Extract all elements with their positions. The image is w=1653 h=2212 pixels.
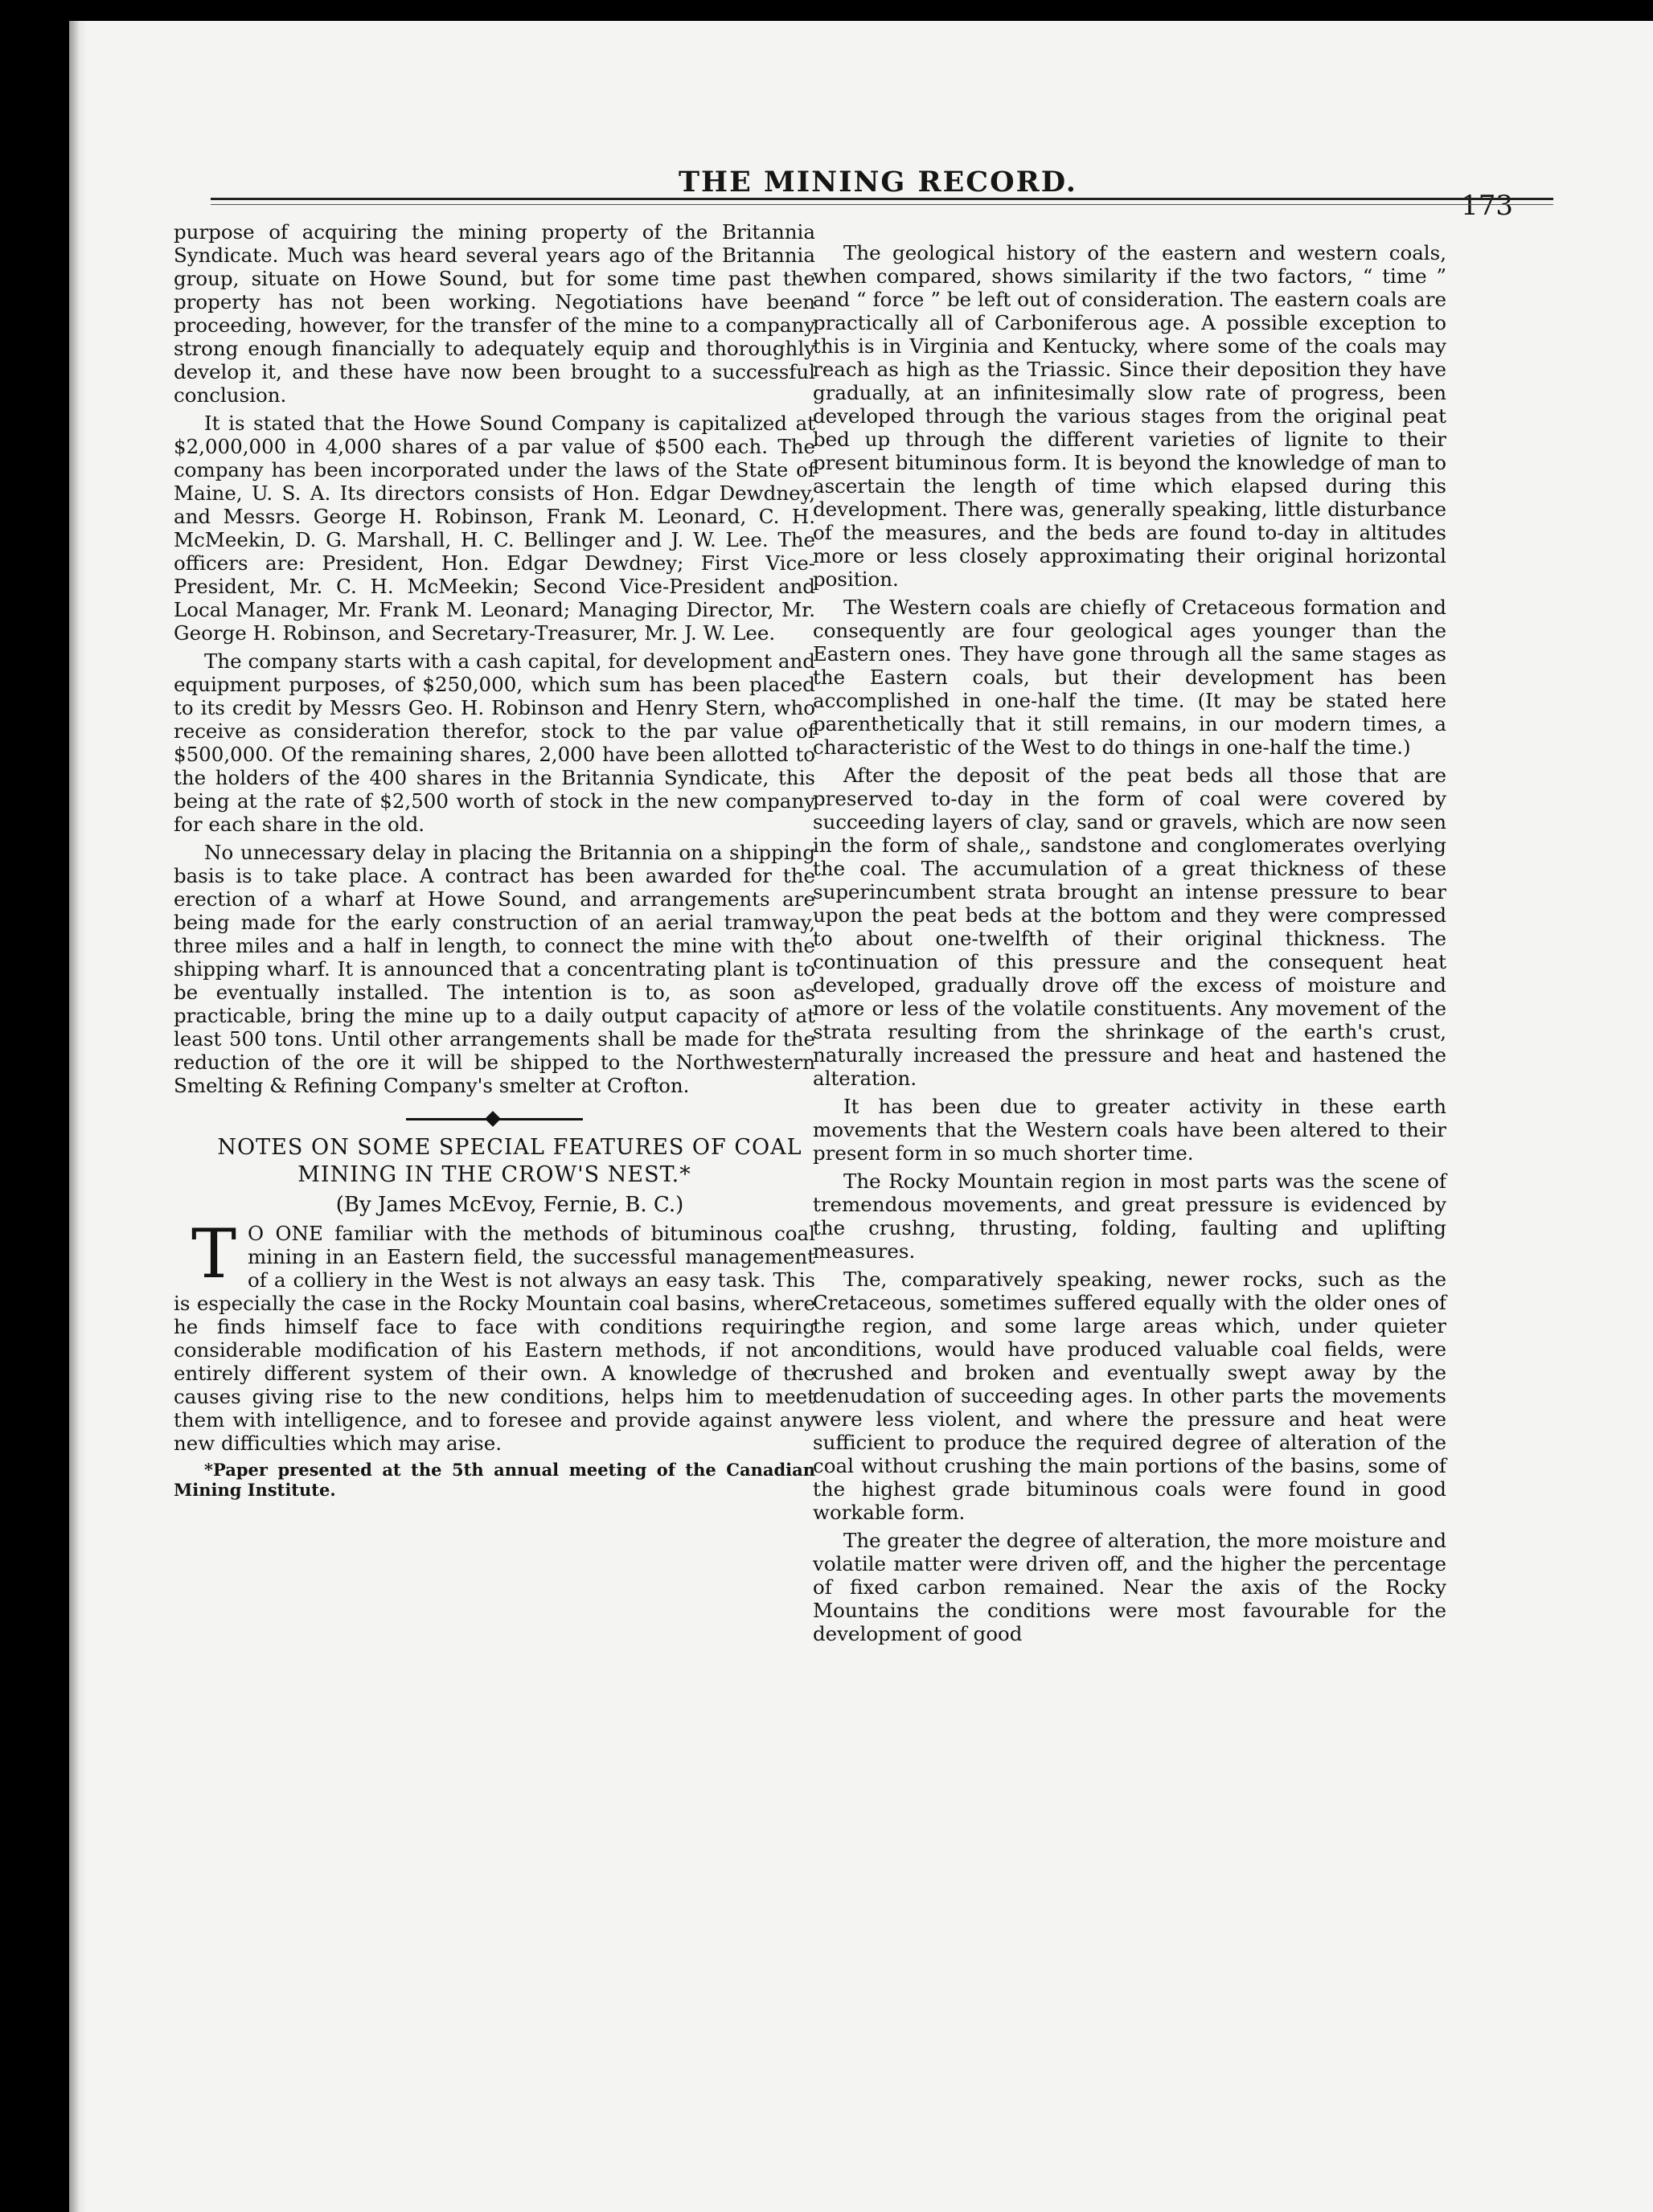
article-title: NOTES ON SOME SPECIAL FEATURES OF COAL MINING IN THE CROW'S NEST.* bbox=[217, 1135, 802, 1187]
divider-diamond-ornament bbox=[485, 1111, 501, 1127]
book-spine-shadow bbox=[69, 21, 87, 2212]
footnote: *Paper presented at the 5th annual meeting of the Canadian Mining Institute. bbox=[174, 1460, 815, 1500]
paragraph: It is stated that the Howe Sound Company is capitalized at $2,000,000 in 4,000 shares of a par value of $500 each. The company has been incorporated under the laws of the State of Maine, U. S. A. Its directors consists of Hon. Edgar Dewdney, and Messrs. George H. Robinson, Frank M. Leonard, C. H. McMeekin, D. G. Marshall, H. C. Bellinger and J. W. Lee. The officers are: President, Hon. Edgar Dewdney; First Vice-President, Mr. C. H. McMeekin; Second Vice-President and Local Manager, Mr. Frank M. Leonard; Managing Director, Mr. George H. Robinson, and Secretary-Treasurer, Mr. J. W. Lee. bbox=[174, 412, 815, 645]
paragraph: The, comparatively speaking, newer rocks, such as the Cretaceous, sometimes suffered equally with the older ones of the region, and some large areas which, under quieter conditions, would have produced valuable coal fields, were crushed and broken and eventually swept away by the denudation of succeeding ages. In other parts the movements were less violent, and where the pressure and heat were sufficient to produce the required degree of alteration of the coal without crushing the main portions of the basins, some of the highest grade bituminous coals were found in good workable form. bbox=[813, 1268, 1446, 1524]
paragraph: After the deposit of the peat beds all those that are preserved to-day in the form of coal were covered by succeeding layers of clay, sand or gravels, which are now seen in the form of shale,, sandstone and conglomerates overlying the coal. The accumulation of a great thickness of these superincumbent strata brought an intense pressure to bear upon the peat beds at the bottom and they were compressed to about one-twelfth of their original thickness. The continuation of this pressure and the consequent heat developed, gradually drove off the excess of moisture and more or less of the volatile constituents. Any movement of the strata resulting from the shrinkage of the earth's crust, naturally increased the pressure and heat and hastened the alteration. bbox=[813, 764, 1446, 1090]
drop-cap: T bbox=[191, 1215, 237, 1293]
page-number: 173 bbox=[1461, 190, 1513, 222]
article-byline: (By James McEvoy, Fernie, B. C.) bbox=[335, 1193, 684, 1217]
paragraph: It has been due to greater activity in these earth movements that the Western coals have been altered to their present form in so much shorter time. bbox=[813, 1095, 1446, 1165]
section-divider bbox=[406, 1112, 583, 1126]
header-rule-thin bbox=[211, 204, 1553, 205]
paragraph: The geological history of the eastern and western coals, when compared, shows similarity if the two factors, “ time ” and “ force ” be left out of consideration. The eastern coals are practically all of Carboniferous age. A possible exception to this is in Virginia and Kentucky, where some of the coals may reach as high as the Triassic. Since their deposition they have gradually, at an infinitesimally slow rate of progress, been developed through the various stages from the original peat bed up through the different varieties of lignite to their present bituminous form. It is beyond the knowledge of man to ascertain the length of time which elapsed during this development. There was, generally speaking, little disturbance of the measures, and the beds are found to-day in altitudes more or less closely approximating their original horizontal position. bbox=[813, 241, 1446, 591]
left-column bbox=[174, 220, 815, 1505]
paragraph: The greater the degree of alteration, the more moisture and volatile matter were driven off, and the higher the percentage of fixed carbon remained. Near the axis of the Rocky Mountains the conditions were most favourable for the development of good bbox=[813, 1529, 1446, 1645]
header-rule bbox=[211, 198, 1553, 200]
journal-title: THE MINING RECORD. bbox=[678, 166, 1077, 199]
article-intro-paragraph bbox=[174, 1215, 815, 1455]
paragraph: The Western coals are chiefly of Cretaceous formation and consequently are four geological ages younger than the Eastern ones. They have gone through all the same stages as the Eastern coals, but their development has been accomplished in one-half the time. (It may be stated here parenthetically that it still remains, in our modern times, a characteristic of the West to do things in one-half the time.) bbox=[813, 596, 1446, 759]
right-column bbox=[813, 241, 1446, 1650]
paragraph: The Rocky Mountain region in most parts was the scene of tremendous movements, and great pressure is evidenced by the crushng, thrusting, folding, faulting and uplifting measures. bbox=[813, 1169, 1446, 1263]
paragraph: purpose of acquiring the mining property of the Britannia Syndicate. Much was heard several years ago of the Britannia group, situate on Howe Sound, but for some time past the property has not been working. Negotiations have been proceeding, however, for the transfer of the mine to a company strong enough financially to adequately equip and thoroughly develop it, and these have now been brought to a successful conclusion. bbox=[174, 220, 815, 407]
paragraph: The company starts with a cash capital, for development and equipment purposes, of $250,000, which sum has been placed to its credit by Messrs Geo. H. Robinson and Henry Stern, who receive as consideration therefor, stock to the par value of $500,000. Of the remaining shares, 2,000 have been allotted to the holders of the 400 shares in the Britannia Syndicate, this being at the rate of $2,500 worth of stock in the new company for each share in the old. bbox=[174, 649, 815, 836]
paragraph: No unnecessary delay in placing the Britannia on a shipping basis is to take place. A contract has been awarded for the erection of a wharf at Howe Sound, and arrangements are being made for the early construction of an aerial tramway, three miles and a half in length, to connect the mine with the shipping wharf. It is announced that a concentrating plant is to be eventually installed. The intention is to, as soon as practicable, bring the mine up to a daily output capacity of at least 500 tons. Until other arrangements shall be made for the reduction of the ore it will be shipped to the Northwestern Smelting & Refining Company's smelter at Crofton. bbox=[174, 841, 815, 1097]
page bbox=[69, 21, 1653, 2212]
intro-text: O ONE familiar with the methods of bituminous coal mining in an Eastern field, the successful management of a colliery in the West is not always an easy task. This is especially the case in the Rocky Mountain coal basins, where he finds himself face to face with conditions requiring considerable modification of his Eastern methods, if not an entirely different system of their own. A knowledge of the causes giving rise to the new conditions, helps him to meet them with intelligence, and to foresee and provide against any new difficulties which may arise. bbox=[174, 1222, 815, 1455]
